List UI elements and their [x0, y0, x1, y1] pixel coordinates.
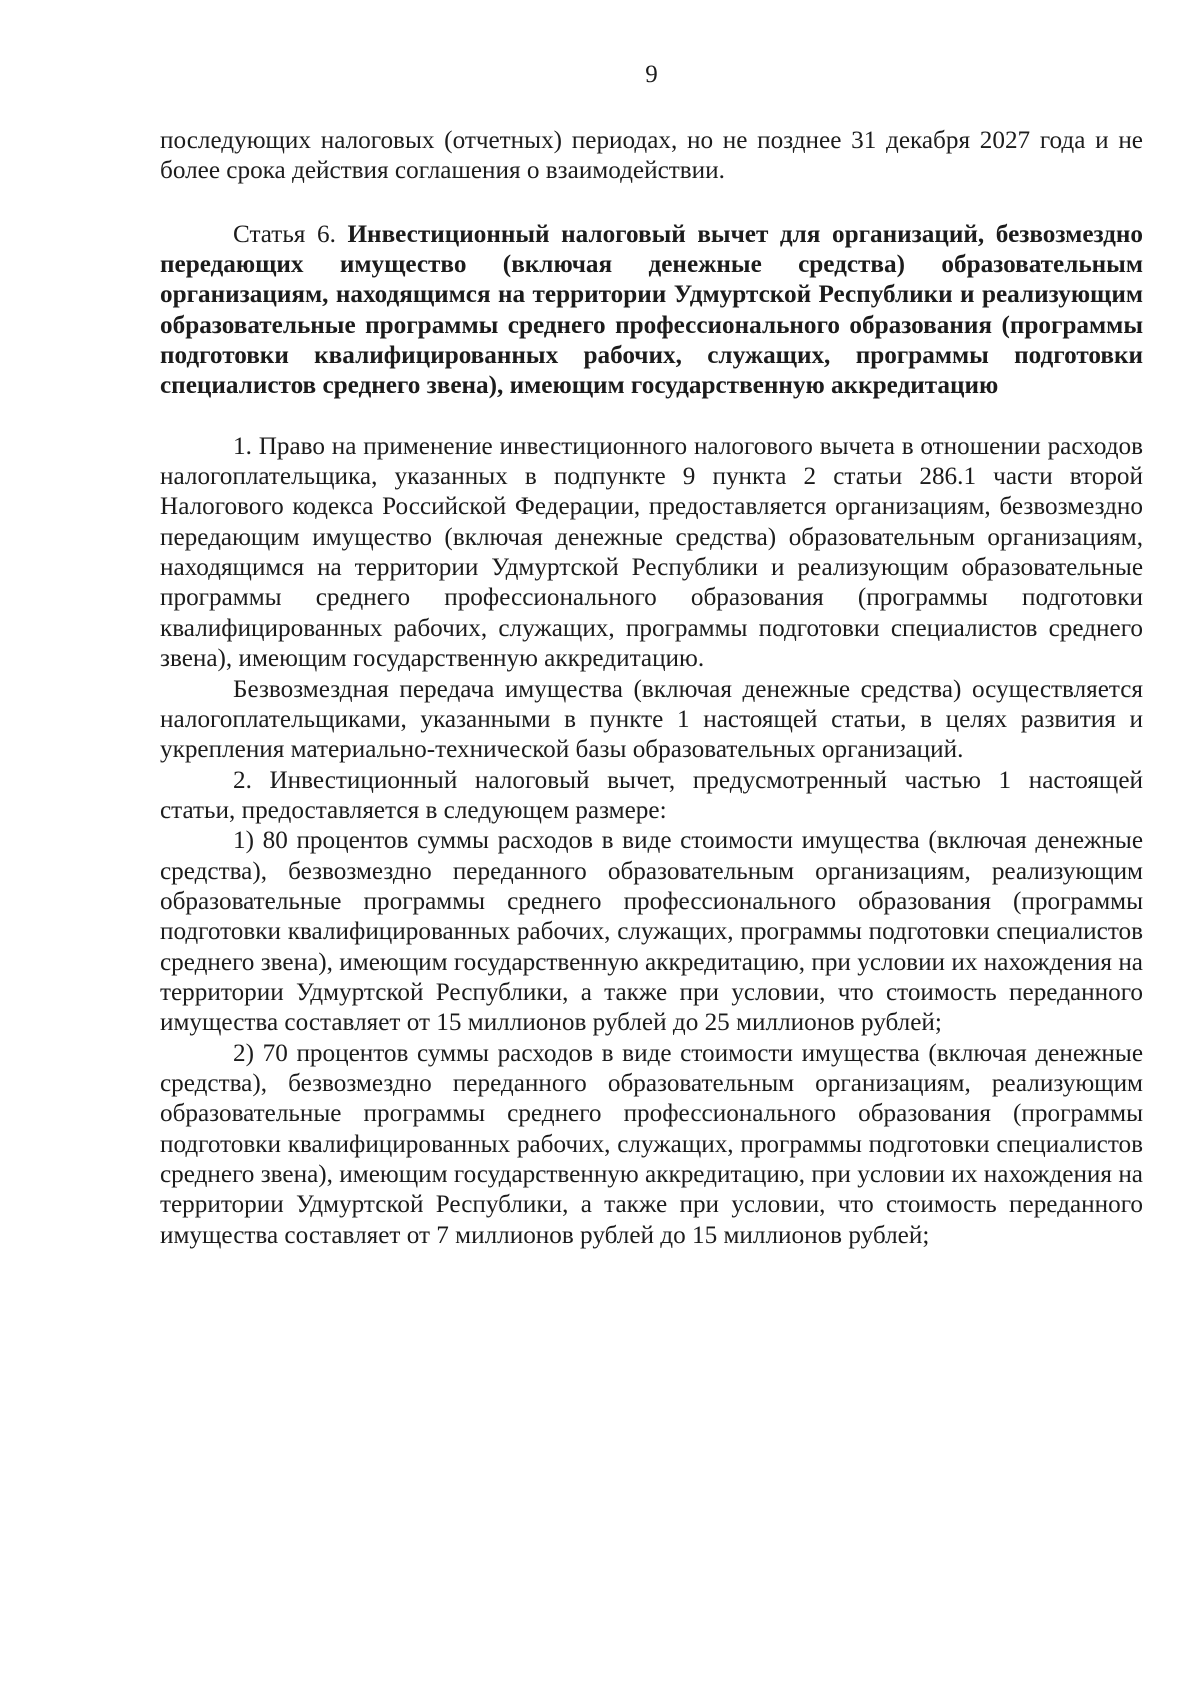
- list-item-1: 1) 80 процентов суммы расходов в виде стоимости имущества (включая денежные средства), безвозмездно переданного образовательным организациям, реализующим образовательные программы среднего профессионального образования (программы подготовки квалифицированных рабочих, служащих, программы подготовки специалистов среднего звена), имеющим государственную аккредитацию, при условии их нахождения на территории Удмуртской Республики, а также при условии, что стоимость переданного имущества составляет от 15 миллионов рублей до 25 миллионов рублей;: [160, 827, 1143, 1037]
- article-heading: [160, 220, 1143, 402]
- page-number: 9: [645, 61, 658, 88]
- document-page: [160, 60, 1143, 1251]
- article-title: Инвестиционный налоговый вычет для организаций, безвозмездно передающих имущество (включая денежные средства) образовательным организациям, находящимся на территории Удмуртской Республики и реализующим образовательные программы среднего профессионального образования (программы подготовки квалифицированных рабочих, служащих, программы подготовки специалистов среднего звена), имеющим государственную аккредитацию: [160, 220, 1144, 400]
- list-item-2: 2) 70 процентов суммы расходов в виде стоимости имущества (включая денежные средства), безвозмездно переданного образовательным организациям, реализующим образовательные программы среднего профессионального образования (программы подготовки квалифицированных рабочих, служащих, программы подготовки специалистов среднего звена), имеющим государственную аккредитацию, при условии их нахождения на территории Удмуртской Республики, а также при условии, что стоимость переданного имущества составляет от 7 миллионов рублей до 15 миллионов рублей;: [160, 1039, 1143, 1249]
- article-number: Статья 6.: [233, 220, 336, 248]
- paragraph-3: 2. Инвестиционный налоговый вычет, предусмотренный частью 1 настоящей статьи, предоставляется в следующем размере:: [160, 766, 1143, 824]
- paragraph-1: 1. Право на применение инвестиционного налогового вычета в отношении расходов налогоплательщика, указанных в подпункте 9 пункта 2 статьи 286.1 части второй Налогового кодекса Российской Федерации, предоставляется организациям, безвозмездно передающим имущество (включая денежные средства) образовательным организациям, находящимся на территории Удмуртской Республики и реализующим образовательные программы среднего профессионального образования (программы подготовки квалифицированных рабочих, служащих, программы подготовки специалистов среднего звена), имеющим государственную аккредитацию.: [160, 432, 1143, 673]
- paragraph-2: Безвозмездная передача имущества (включая денежные средства) осуществляется налогоплательщиками, указанными в пункте 1 настоящей статьи, в целях развития и укрепления материально-технической базы образовательных организаций.: [160, 675, 1143, 764]
- intro-paragraph: последующих налоговых (отчетных) периодах, но не позднее 31 декабря 2027 года и не более срока действия соглашения о взаимодействии.: [160, 127, 1143, 185]
